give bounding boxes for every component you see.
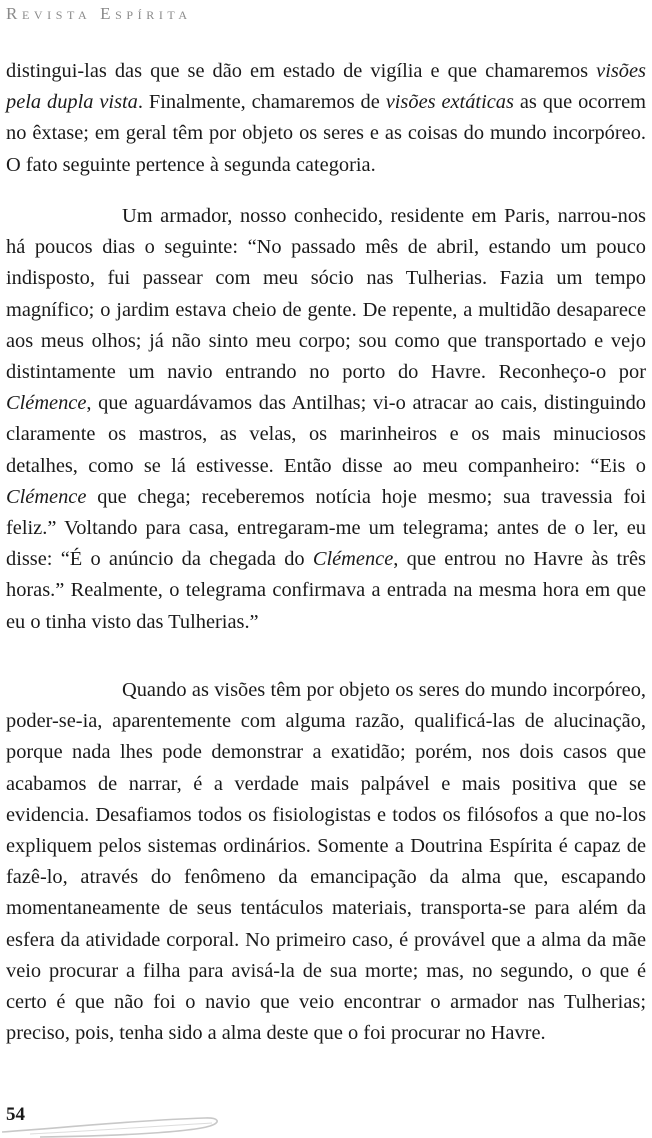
text-run: , que aguardávamos das Antilhas; vi-o atracar ao cais, distinguindo claramente os mastros, as velas, os marinheiros e os mais minuciosos detalhes, como se lá estivesse. Então disse ao meu companheiro: “Eis o bbox=[6, 392, 646, 477]
italic-run: visões extáticas bbox=[385, 91, 514, 114]
paragraph-3 bbox=[6, 675, 646, 1049]
paragraph-text bbox=[6, 675, 646, 1049]
italic-run: Clémence bbox=[312, 548, 394, 571]
paragraph-text bbox=[6, 56, 646, 181]
page-swoosh-ornament bbox=[0, 1098, 230, 1138]
running-header: Revista Espírita bbox=[6, 4, 192, 23]
text-run: . Finalmente, chamaremos de bbox=[137, 91, 386, 114]
paragraph-1 bbox=[6, 56, 646, 181]
page-number: 54 bbox=[6, 1104, 25, 1125]
text-run: Quando as visões têm por objeto os seres do mundo incorpóreo, poder-se-ia, aparentemente com alguma razão, qualificá-las de alucinação, porque nada lhes pode demonstrar a exatidão; porém, nos dois casos que acabamos de narrar, é a verdade mais palpável e mais positiva que se evidencia. Desafiamos todos os fisiologistas e todos os filósofos a que no-los expliquem pelos sistemas ordinários. Somente a Doutrina Espírita é capaz de fazê-lo, através do fenômeno da emancipação da alma que, escapando momentaneamente de seus tentáculos materiais, transporta-se para além da esfera da atividade corporal. No primeiro caso, é provável que a alma da mãe veio procurar a filha para avisá-la de sua morte; mas, no segundo, o que é certo é que não foi o navio que veio encontrar o armador nas Tulherias; preciso, pois, tenha sido a alma deste que o foi procurar no Havre. bbox=[6, 679, 646, 1045]
text-run: Um armador, nosso conhecido, residente em Paris, narrou-nos há poucos dias o seguinte: “No passado mês de abril, estando um pouco indisposto, fui passear com meu sócio nas Tulherias. Fazia um tempo magnífico; o jardim estava cheio de gente. De repente, a multidão desaparece aos meus olhos; já não sinto meu corpo; sou como que transportado e vejo distintamente um navio entrando no porto do Havre. Reconheço-o por bbox=[6, 205, 646, 384]
text-run: as que ocorrem no êxtase; em geral têm por objeto os seres e as coisas do mundo incorpóreo. O fato seguinte pertence à segunda categoria. bbox=[6, 91, 647, 176]
paragraph-2 bbox=[6, 201, 646, 638]
text-run: distingui-las das que se dão em estado de vigília e que chamaremos bbox=[6, 60, 597, 82]
italic-run: visões pela dupla vista bbox=[6, 60, 646, 114]
italic-run: Clémence bbox=[6, 485, 87, 508]
text-run: que chega; receberemos notícia hoje mesmo; sua travessia foi feliz.” Voltando para casa, entregaram-me um telegrama; antes de o ler, eu disse: “É o anúncio da chegada do bbox=[6, 485, 646, 571]
italic-run: Clémence bbox=[6, 392, 87, 415]
paragraph-text bbox=[6, 201, 646, 638]
text-run: , que entrou no Havre às três horas.” Realmente, o telegrama confirmava a entrada na mesma hora em que eu o tinha visto das Tulherias.” bbox=[6, 548, 646, 633]
